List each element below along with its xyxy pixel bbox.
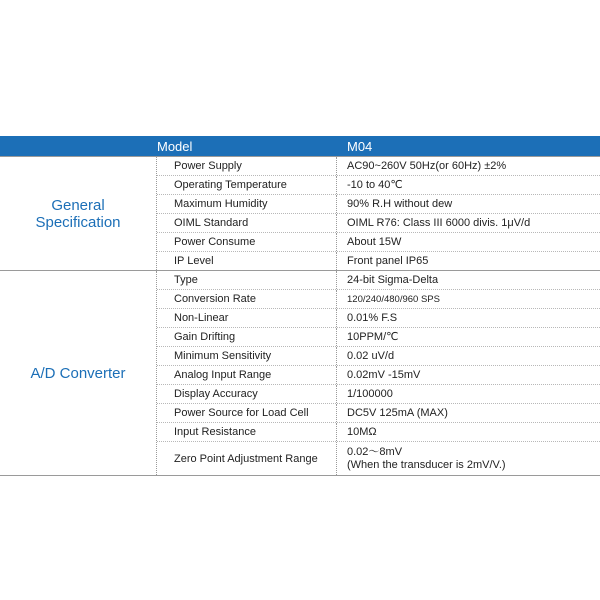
row-label: Operating Temperature — [157, 176, 337, 194]
row-value: -10 to 40℃ — [347, 178, 403, 191]
row-value: DC5V 125mA (MAX) — [347, 406, 448, 419]
row-label: Power Supply — [157, 157, 337, 175]
row-value: 10MΩ — [347, 425, 377, 438]
table-row — [157, 309, 600, 328]
table-row — [157, 404, 600, 423]
row-value: 0.02 uV/d — [347, 349, 395, 362]
row-value: 0.02～8mV (When the transducer is 2mV/V.) — [347, 445, 506, 471]
header-model-value: M04 — [347, 138, 373, 154]
row-value: 24-bit Sigma-Delta — [347, 273, 439, 286]
table-row — [157, 442, 600, 475]
row-label: OIML Standard — [157, 214, 337, 232]
row-label: IP Level — [157, 252, 337, 270]
row-value: 120/240/480/960 SPS — [347, 293, 440, 305]
table-row — [157, 271, 600, 290]
row-label: Power Consume — [157, 233, 337, 251]
row-value: AC90~260V 50Hz(or 60Hz) ±2% — [347, 159, 507, 172]
table-row — [157, 214, 600, 233]
section-rows — [157, 271, 600, 475]
table-row — [157, 157, 600, 176]
table-row — [157, 328, 600, 347]
table-row — [157, 366, 600, 385]
row-value: Front panel IP65 — [347, 254, 429, 267]
spec-table — [0, 136, 600, 476]
section-general-specification — [0, 156, 600, 271]
table-row — [157, 385, 600, 404]
row-label: Gain Drifting — [157, 328, 337, 346]
row-value: OIML R76: Class III 6000 divis. 1μV/d — [347, 216, 531, 229]
section-title: A/D Converter — [0, 271, 157, 475]
row-label: Power Source for Load Cell — [157, 404, 337, 422]
row-label: Maximum Humidity — [157, 195, 337, 213]
row-value: 0.02mV -15mV — [347, 368, 421, 381]
row-label: Conversion Rate — [157, 290, 337, 308]
section-rows — [157, 157, 600, 270]
row-label: Zero Point Adjustment Range — [157, 442, 337, 475]
table-row — [157, 423, 600, 442]
row-label: Minimum Sensitivity — [157, 347, 337, 365]
row-label: Non-Linear — [157, 309, 337, 327]
table-header — [0, 136, 600, 156]
table-row — [157, 290, 600, 309]
row-label: Display Accuracy — [157, 385, 337, 403]
row-label: Analog Input Range — [157, 366, 337, 384]
table-row — [157, 233, 600, 252]
row-value: 0.01% F.S — [347, 311, 398, 324]
row-value: About 15W — [347, 235, 402, 248]
section-ad-converter — [0, 271, 600, 476]
table-row — [157, 347, 600, 366]
row-value: 1/100000 — [347, 387, 393, 400]
row-label: Input Resistance — [157, 423, 337, 441]
row-value: 10PPM/℃ — [347, 330, 399, 343]
row-value: 90% R.H without dew — [347, 197, 453, 210]
table-row — [157, 252, 600, 270]
row-label: Type — [157, 271, 337, 289]
section-title: General Specification — [0, 157, 157, 270]
table-row — [157, 176, 600, 195]
header-model-label: Model — [157, 138, 193, 154]
table-row — [157, 195, 600, 214]
